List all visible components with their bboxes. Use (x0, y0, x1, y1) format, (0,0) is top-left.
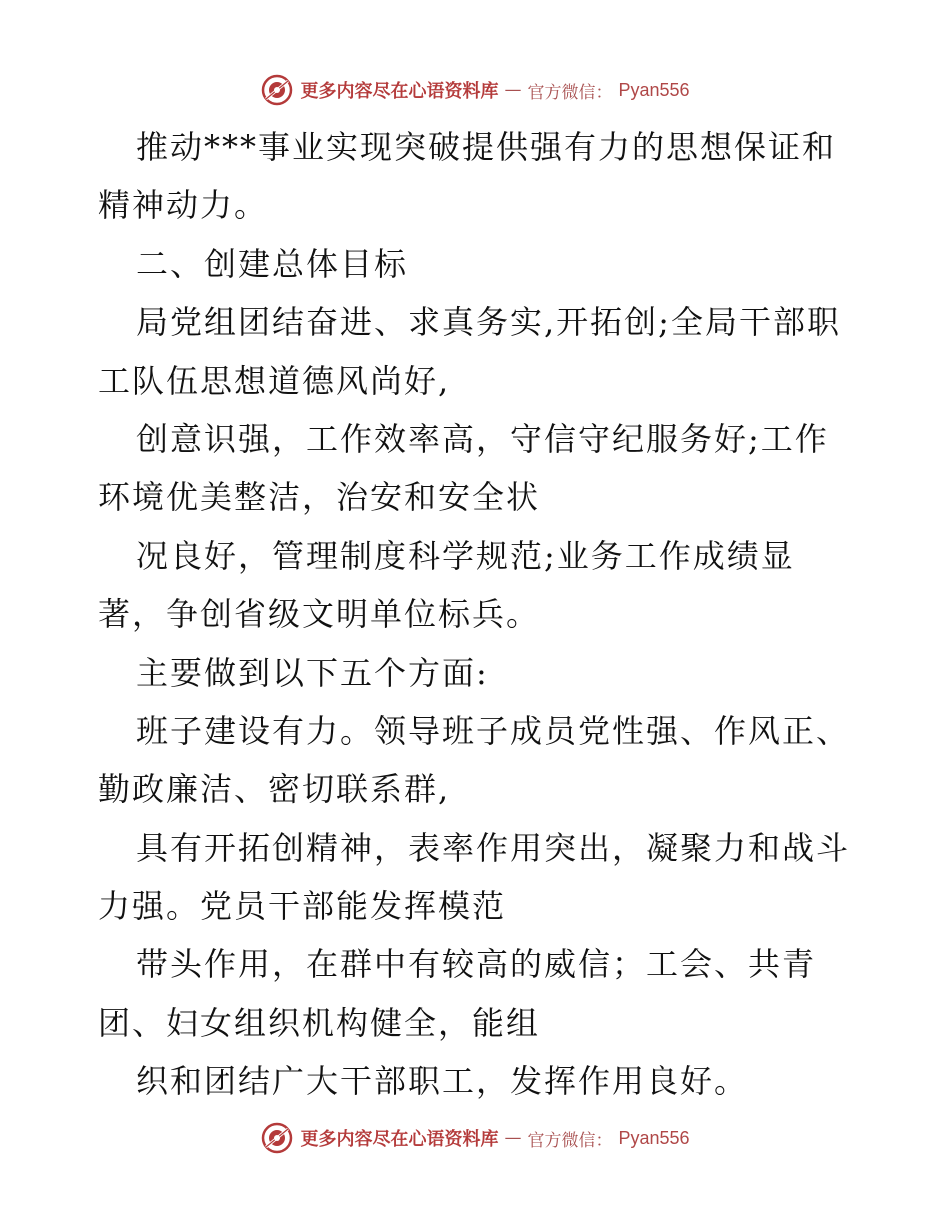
seal-logo-icon (260, 73, 294, 107)
text-line: 团、妇女组织机构健全，能组 (98, 1003, 541, 1042)
watermark-site-text: 更多内容尽在心语资料库 (300, 81, 499, 102)
text-line: 带头作用，在群中有较高的威信；工会、共青 (136, 945, 817, 984)
watermark-wechat-id: Pyan556 (618, 79, 690, 100)
text-line: 局党组团结奋进、求真务实,开拓创;全局干部职 (136, 303, 841, 342)
text-line: 主要做到以下五个方面: (136, 653, 489, 692)
text-line: 况良好，管理制度科学规范;业务工作成绩显 (136, 536, 795, 575)
text-line: 环境优美整洁，治安和安全状 (98, 478, 541, 517)
text-line: 精神动力。 (98, 186, 269, 225)
text-line: 创意识强，工作效率高，守信守纪服务好;工作 (136, 419, 829, 458)
text-line: 推动***事业实现突破提供强有力的思想保证和 (136, 128, 837, 166)
text-line: 著，争创省级文明单位标兵。 (98, 595, 541, 634)
text-line: 工队伍思想道德风尚好, (98, 361, 451, 400)
footer-watermark (0, 1116, 950, 1160)
document-body (98, 118, 868, 1111)
text-line: 具有开拓创精神，表率作用突出，凝聚力和战斗 (136, 828, 851, 867)
text-line: 力强。党员干部能发挥模范 (98, 887, 507, 926)
watermark-wechat-id: Pyan556 (618, 1127, 690, 1148)
watermark-separator: — (504, 1128, 522, 1148)
seal-logo-icon (260, 1121, 294, 1155)
text-line: 班子建设有力。领导班子成员党性强、作风正、 (136, 711, 851, 750)
header-watermark (0, 68, 950, 112)
section-heading: 二、创建总体目标 (136, 244, 409, 283)
watermark-official-label: 官方微信： (527, 82, 613, 103)
text-line: 勤政廉洁、密切联系群, (98, 770, 451, 809)
watermark-official-label: 官方微信： (527, 1130, 613, 1151)
text-line: 织和团结广大干部职工，发挥作用良好。 (136, 1062, 749, 1101)
watermark-site-text: 更多内容尽在心语资料库 (300, 1129, 499, 1150)
watermark-separator: — (504, 80, 522, 100)
